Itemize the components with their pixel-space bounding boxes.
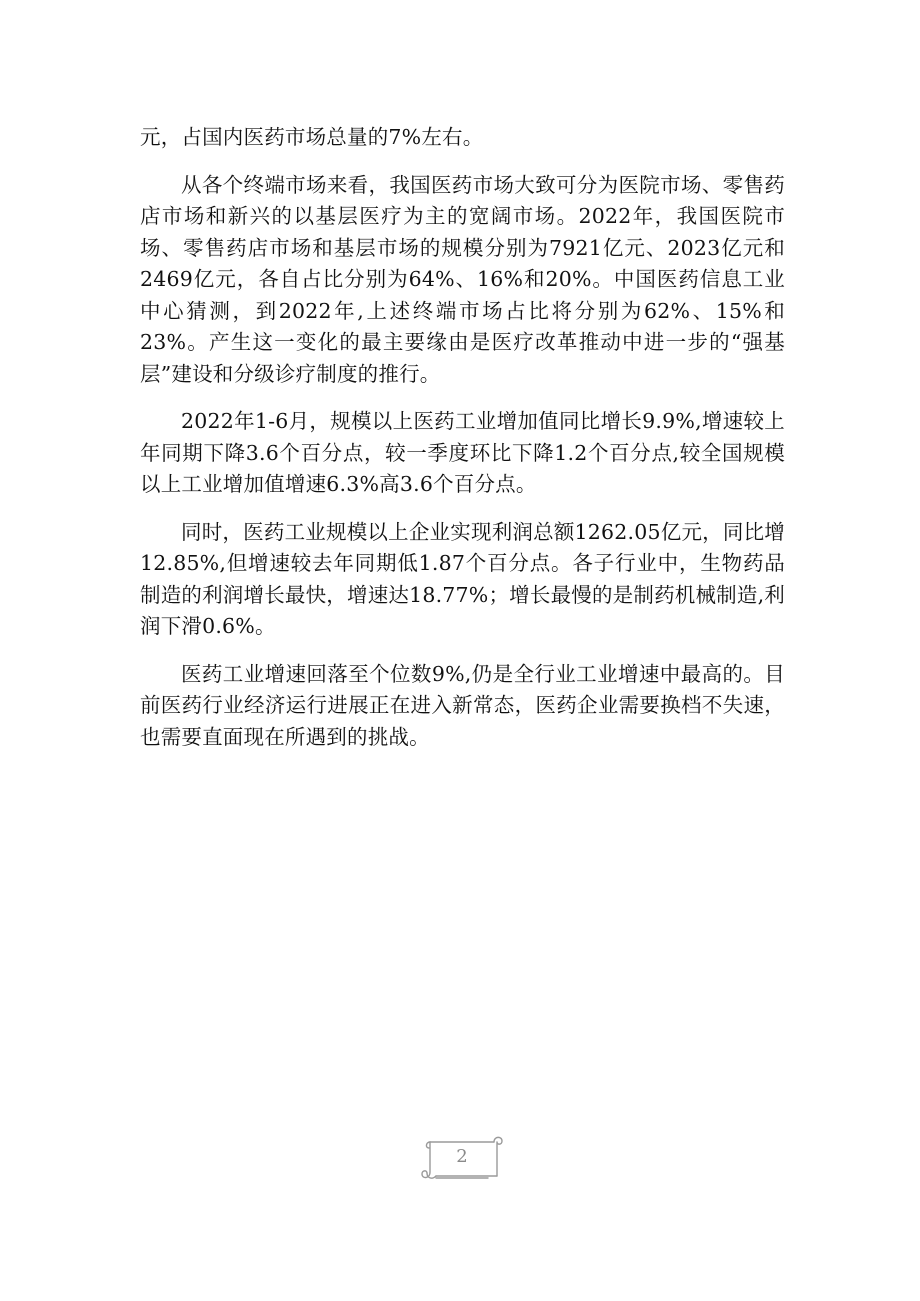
paragraph-profits: 同时，医药工业规模以上企业实现利润总额1262.05亿元，同比增12.85%,但增速较去年同期低1.87个百分点。各子行业中，生物药品制造的利润增长最快，增速达18.77%；增长最慢的是制药机械制造,利润下滑0.6%。: [140, 519, 785, 638]
paragraph-new-normal: 医药工业增速回落至个位数9%,仍是全行业工业增速中最高的。目前医药行业经济运行进展正在进入新常态，医药企业需要换档不失速，也需要直面现在所遇到的挑战。: [140, 661, 785, 749]
paragraph-industry-growth: 2022年1-6月，规模以上医药工业增加值同比增长9.9%,增速较上年同期下降3.6个百分点，较一季度环比下降1.2个百分点,较全国规模以上工业增加值增速6.3%高3.6个百分点。: [140, 409, 785, 496]
page-footer: [418, 1132, 506, 1184]
paragraph-terminal-markets: 从各个终端市场来看，我国医药市场大致可分为医院市场、零售药店市场和新兴的以基层医疗为主的宽阔市场。2022年，我国医院市场、零售药店市场和基层市场的规模分别为7921亿元、2023亿元和2469亿元，各自占比分别为64%、16%和20%。中国医药信息工业中心猜测，到2022年,上述终端市场占比将分别为62%、15%和23%。产生这一变化的最主要缘由是医疗改革推动中进一步的“强基层”建设和分级诊疗制度的推行。: [140, 172, 785, 386]
page-number: 2: [456, 1146, 468, 1167]
document-body: [140, 122, 785, 753]
paragraph-continuation: 元，占国内医药市场总量的7%左右。: [140, 125, 484, 149]
